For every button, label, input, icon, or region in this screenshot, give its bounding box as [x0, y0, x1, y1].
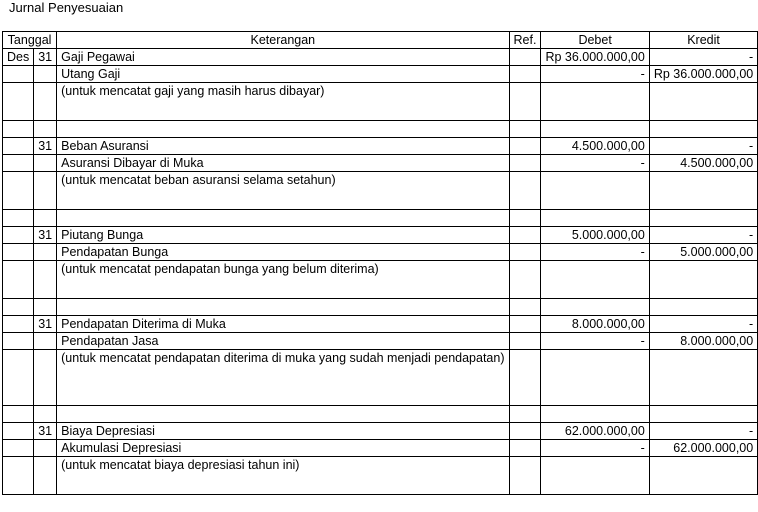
- credit-account: Asuransi Dibayar di Muka: [57, 155, 509, 172]
- credit-row: [3, 155, 758, 172]
- header-ref: Ref.: [509, 32, 541, 49]
- debit-cell: [541, 172, 649, 210]
- credit-row-debit-dash: -: [541, 66, 649, 83]
- month-cell: [3, 350, 34, 406]
- month-cell: [3, 423, 34, 440]
- ref-cell: [509, 83, 541, 121]
- ref-cell: [509, 155, 541, 172]
- debit-row-credit-dash: -: [649, 138, 757, 155]
- credit-amount: 62.000.000,00: [649, 440, 757, 457]
- header-debet: Debet: [541, 32, 649, 49]
- ref-cell: [509, 244, 541, 261]
- debit-row-credit-dash: -: [649, 227, 757, 244]
- month-cell: [3, 138, 34, 155]
- month-cell: [3, 333, 34, 350]
- debit-account: Biaya Depresiasi: [57, 423, 509, 440]
- credit-cell: [649, 172, 757, 210]
- spacer-row: [3, 406, 758, 423]
- month-cell: [3, 172, 34, 210]
- entry-note: (untuk mencatat gaji yang masih harus dibayar): [57, 83, 509, 121]
- entry-note: (untuk mencatat beban asuransi selama setahun): [57, 172, 509, 210]
- debit-account: Gaji Pegawai: [57, 49, 509, 66]
- ref-cell: [509, 440, 541, 457]
- header-kredit: Kredit: [649, 32, 757, 49]
- ref-cell: [509, 138, 541, 155]
- credit-row-debit-dash: -: [541, 333, 649, 350]
- credit-cell: [649, 350, 757, 406]
- header-tanggal: Tanggal: [3, 32, 57, 49]
- debit-row: [3, 227, 758, 244]
- debit-amount: 4.500.000,00: [541, 138, 649, 155]
- day-cell: [34, 83, 57, 121]
- debit-cell: [541, 83, 649, 121]
- day-cell: [34, 172, 57, 210]
- ref-cell: [509, 49, 541, 66]
- month-cell: [3, 227, 34, 244]
- debit-row-credit-dash: -: [649, 316, 757, 333]
- credit-cell: [649, 457, 757, 495]
- ref-cell: [509, 172, 541, 210]
- credit-cell: [649, 83, 757, 121]
- credit-row: [3, 244, 758, 261]
- credit-cell: [649, 261, 757, 299]
- credit-row: [3, 66, 758, 83]
- credit-amount: 8.000.000,00: [649, 333, 757, 350]
- note-row: [3, 172, 758, 210]
- note-row: [3, 261, 758, 299]
- credit-amount: Rp 36.000.000,00: [649, 66, 757, 83]
- ref-cell: [509, 423, 541, 440]
- ref-cell: [509, 457, 541, 495]
- entry-note: (untuk mencatat pendapatan bunga yang belum diterima): [57, 261, 509, 299]
- ref-cell: [509, 261, 541, 299]
- credit-account: Pendapatan Bunga: [57, 244, 509, 261]
- debit-cell: [541, 350, 649, 406]
- day-cell: 31: [34, 138, 57, 155]
- spacer-row: [3, 299, 758, 316]
- debit-cell: [541, 457, 649, 495]
- debit-cell: [541, 261, 649, 299]
- debit-amount: 5.000.000,00: [541, 227, 649, 244]
- entry-note: (untuk mencatat pendapatan diterima di muka yang sudah menjadi pendapatan): [57, 350, 509, 406]
- month-cell: [3, 66, 34, 83]
- month-cell: [3, 261, 34, 299]
- month-cell: [3, 83, 34, 121]
- debit-amount: 62.000.000,00: [541, 423, 649, 440]
- debit-account: Pendapatan Diterima di Muka: [57, 316, 509, 333]
- journal-body: [3, 49, 758, 495]
- day-cell: 31: [34, 227, 57, 244]
- day-cell: [34, 261, 57, 299]
- credit-account: Utang Gaji: [57, 66, 509, 83]
- debit-row: [3, 138, 758, 155]
- spacer-row: [3, 210, 758, 227]
- note-row: [3, 350, 758, 406]
- debit-row-credit-dash: -: [649, 49, 757, 66]
- credit-row-debit-dash: -: [541, 155, 649, 172]
- debit-amount: Rp 36.000.000,00: [541, 49, 649, 66]
- note-row: [3, 457, 758, 495]
- debit-amount: 8.000.000,00: [541, 316, 649, 333]
- day-cell: 31: [34, 423, 57, 440]
- credit-amount: 5.000.000,00: [649, 244, 757, 261]
- credit-account: Pendapatan Jasa: [57, 333, 509, 350]
- ref-cell: [509, 227, 541, 244]
- credit-account: Akumulasi Depresiasi: [57, 440, 509, 457]
- day-cell: [34, 440, 57, 457]
- month-cell: [3, 244, 34, 261]
- credit-row-debit-dash: -: [541, 244, 649, 261]
- journal-table: [2, 31, 758, 495]
- month-cell: [3, 155, 34, 172]
- note-row: [3, 83, 758, 121]
- debit-row-credit-dash: -: [649, 423, 757, 440]
- credit-row: [3, 440, 758, 457]
- credit-row: [3, 333, 758, 350]
- header-keterangan: Keterangan: [57, 32, 509, 49]
- ref-cell: [509, 333, 541, 350]
- credit-row-debit-dash: -: [541, 440, 649, 457]
- day-cell: [34, 333, 57, 350]
- day-cell: [34, 457, 57, 495]
- spacer-row: [3, 121, 758, 138]
- entry-note: (untuk mencatat biaya depresiasi tahun ini): [57, 457, 509, 495]
- day-cell: 31: [34, 316, 57, 333]
- month-cell: [3, 316, 34, 333]
- ref-cell: [509, 350, 541, 406]
- month-cell: [3, 440, 34, 457]
- debit-row: [3, 316, 758, 333]
- day-cell: [34, 155, 57, 172]
- day-cell: [34, 350, 57, 406]
- ref-cell: [509, 66, 541, 83]
- page-title: Jurnal Penyesuaian: [9, 0, 124, 15]
- day-cell: 31: [34, 49, 57, 66]
- debit-row: [3, 49, 758, 66]
- table-header-row: [3, 32, 758, 49]
- credit-amount: 4.500.000,00: [649, 155, 757, 172]
- month-cell: [3, 457, 34, 495]
- debit-row: [3, 423, 758, 440]
- ref-cell: [509, 316, 541, 333]
- day-cell: [34, 66, 57, 83]
- debit-account: Piutang Bunga: [57, 227, 509, 244]
- month-cell: Des: [3, 49, 34, 66]
- debit-account: Beban Asuransi: [57, 138, 509, 155]
- day-cell: [34, 244, 57, 261]
